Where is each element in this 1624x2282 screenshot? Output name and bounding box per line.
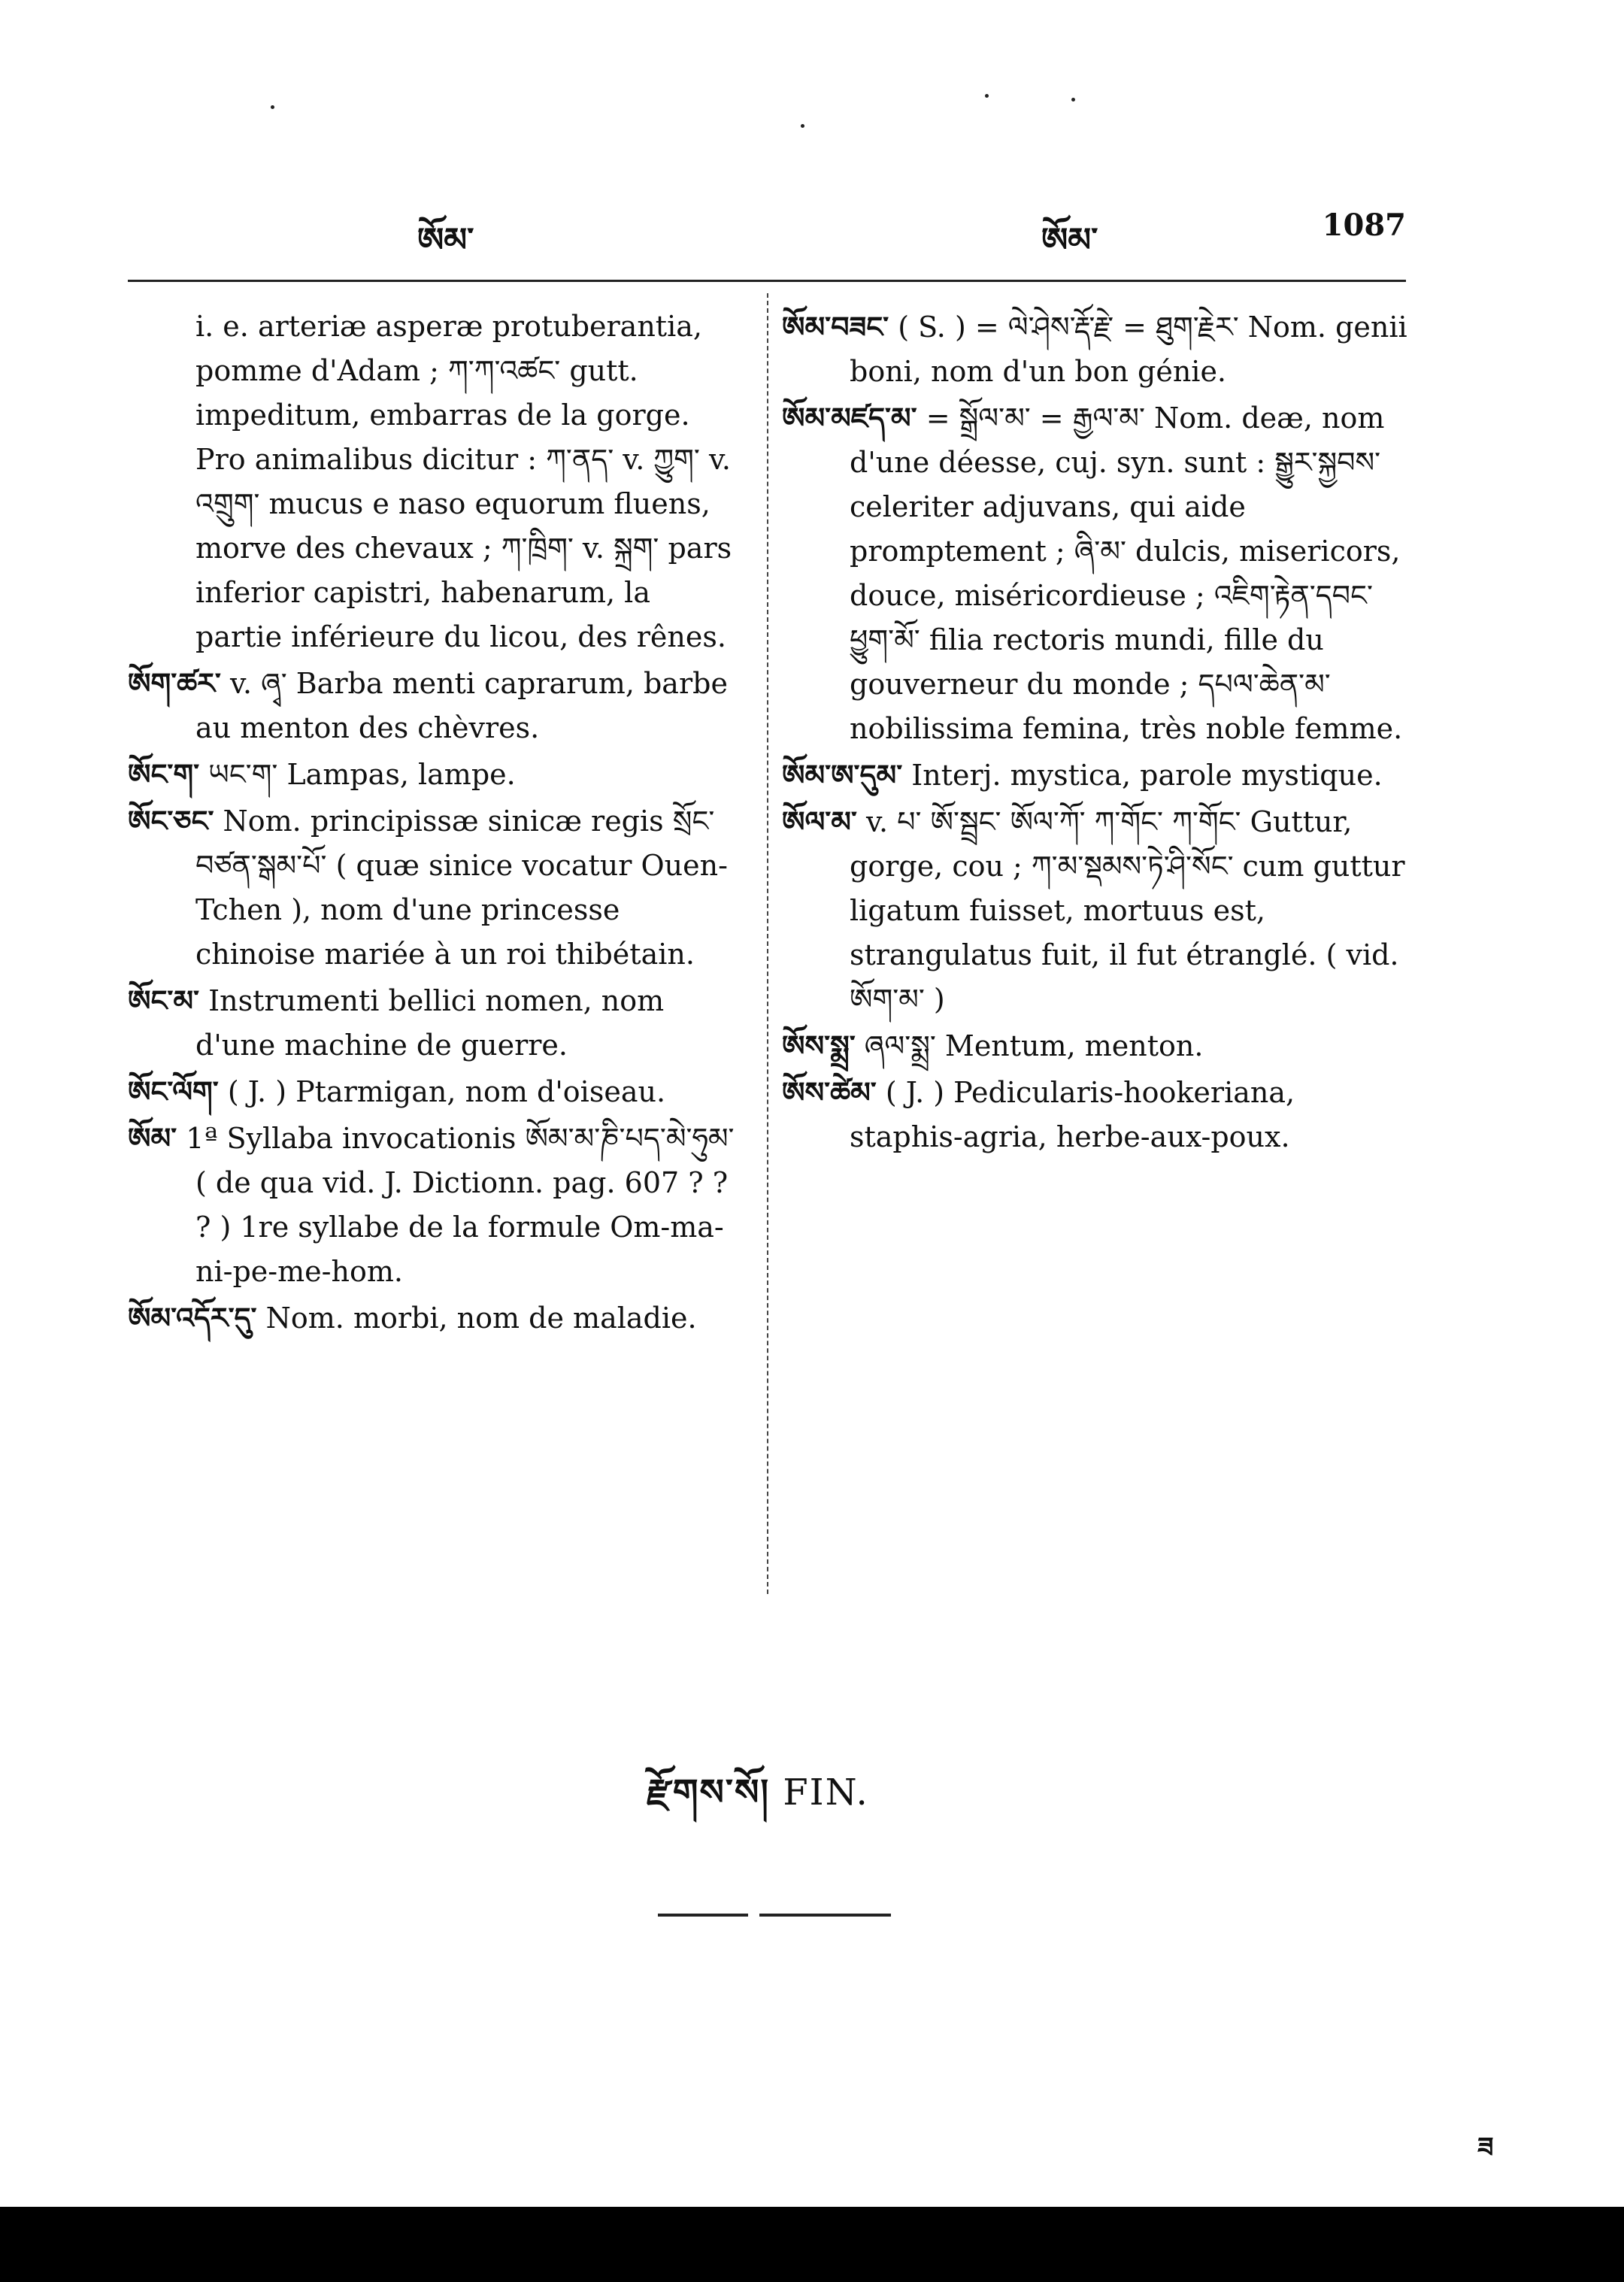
dictionary-entry (782, 305, 1413, 394)
entry-headword: ཨོང་ཅང་ (128, 804, 214, 838)
page-number: 1087 (1322, 208, 1406, 243)
entry-text: Nom. morbi, nom de maladie. (265, 1302, 697, 1335)
fin-line (647, 1752, 869, 1853)
entry-text: ཞལ་སྨྲ་ Mentum, menton. (864, 1029, 1204, 1062)
dictionary-entry (128, 799, 744, 977)
speck (985, 94, 989, 98)
dictionary-entry (782, 1023, 1413, 1068)
dictionary-entry (128, 305, 744, 659)
dictionary-entry (782, 799, 1413, 1022)
dictionary-entry (128, 752, 744, 797)
speck (271, 105, 274, 109)
speck (801, 124, 804, 128)
header-rule (128, 280, 1406, 282)
right-column (782, 305, 1413, 1161)
left-column (128, 305, 744, 1342)
entry-text: ཡང་ག་ Lampas, lampe. (208, 758, 516, 791)
entry-headword: ཨོམ་ (128, 1121, 177, 1155)
entry-text: = སྒྲོལ་མ་ = རྒྱལ་མ་ Nom. deæ, nom d'une déesse, cuj. syn. sunt : སྒྱུར་སྐྱབས་ celeriter adjuvans, qui aide promptement ; ཞི་མ་ dulcis, misericors, douce, miséricordieuse ; འཇིག་རྟེན་དབང་ཕྱུག་མོ་ filia rectoris mundi, fille du gouverneur du monde ; དཔལ་ཆེན་མ་ nobilissima femina, très noble femme. (850, 402, 1403, 745)
entry-text: v. ཞྭ་ Barba menti caprarum, barbe au menton des chèvres. (195, 667, 728, 744)
running-headword-left: ཨོམ་ (417, 221, 474, 259)
dictionary-entry (128, 1069, 744, 1114)
dictionary-entry (128, 1116, 744, 1294)
fin-label: FIN. (783, 1771, 869, 1814)
dictionary-entry (782, 753, 1413, 798)
entry-text: ( J. ) Pedicularis-hookeriana, staphis-agria, herbe-aux-poux. (850, 1076, 1295, 1153)
column-separator (767, 293, 768, 1594)
entry-headword: ཨོམ་ཨ་དུམ་ (782, 758, 903, 792)
entry-headword: ཨོམ་བཟང་ (782, 310, 889, 344)
entry-text: ( J. ) Ptarmigan, nom d'oiseau. (227, 1075, 666, 1108)
dictionary-entry (128, 661, 744, 750)
entry-headword: ཨོམ་མཛད་མ་ (782, 401, 917, 435)
speck (1071, 98, 1075, 102)
entry-headword: ཨོས་སྨྲ་ (782, 1029, 856, 1062)
entry-text: i. e. arteriæ asperæ protuberantia, pomme d'Adam ; ཀ་ཀ་འཚང་ gutt. impeditum, embarras de la gorge. Pro animalibus dicitur : ཀ་ནད་ v. ཀྱུག་ v. འགྲུག་ mucus e naso equorum fluens, morve des chevaux ; ཀ་ཁྲིག་ v. སྐྲག་ pars inferior capistri, habenarum, la partie inférieure du licou, des rênes. (195, 310, 732, 653)
entry-headword: ཨོང་ག་ (128, 757, 200, 791)
dictionary-entry (782, 1070, 1413, 1159)
end-rule-right (759, 1914, 891, 1917)
entry-text: 1ª Syllaba invocationis ཨོམ་མ་ཎི་པད་མེ་ཧུམ་ ( de qua vid. J. Dictionn. pag. 607 ? ? ? ) 1re syllabe de la formule Om-ma-ni-pe-me-hom. (186, 1122, 735, 1288)
entry-text: Nom. principissæ sinicæ regis སྲོང་བཙན་སྒམ་པོ་ ( quæ sinice vocatur Ouen-Tchen ), nom d'une princesse chinoise mariée à un roi thibétain. (195, 805, 728, 971)
end-rule-left (658, 1914, 748, 1917)
fin-tibetan: རྫོགས་སོ། (647, 1771, 771, 1814)
dictionary-entry (128, 1296, 744, 1341)
page-header (128, 203, 1406, 259)
entry-headword: ཨོམ་འདོར་དུ་ (128, 1301, 257, 1335)
running-headword-right: ཨོམ་ (1041, 221, 1098, 259)
entry-headword: ཨོང་མ་ (128, 983, 200, 1017)
scan-bottom-edge (0, 2207, 1624, 2282)
entry-headword: ཨོག་ཚར་ (128, 666, 221, 700)
entry-headword: ཨོལ་མ་ (782, 805, 857, 838)
dictionary-entry (128, 978, 744, 1068)
dictionary-entry (782, 395, 1413, 751)
entry-text: Instrumenti bellici nomen, nom d'une machine de guerre. (195, 984, 665, 1062)
entry-text: v. པ་ ཨོ་སྦྲང་ ཨོལ་ཀོ་ ཀ་གོང་ ཀ་གོང་ Guttur, gorge, cou ; ཀ་མ་སྡམས་ཏེ་ཤི་སོང་ cum guttur ligatum fuisset, mortuus est, strangulatus fuit, il fut étranglé. ( vid. ཨོག་མ་ ) (850, 805, 1405, 1016)
signature-mark: ཟ (1477, 2132, 1494, 2163)
entry-headword: ཨོས་ཚེམ་ (782, 1075, 877, 1109)
entry-text: Interj. mystica, parole mystique. (911, 759, 1383, 792)
entry-headword: ཨོང་ལོག་ (128, 1074, 219, 1108)
entry-text: ( S. ) = ལེ་ཤེས་རྡོ་རྗེ་ = ཐུག་རྗེར་ Nom. genii boni, nom d'un bon génie. (850, 311, 1407, 388)
